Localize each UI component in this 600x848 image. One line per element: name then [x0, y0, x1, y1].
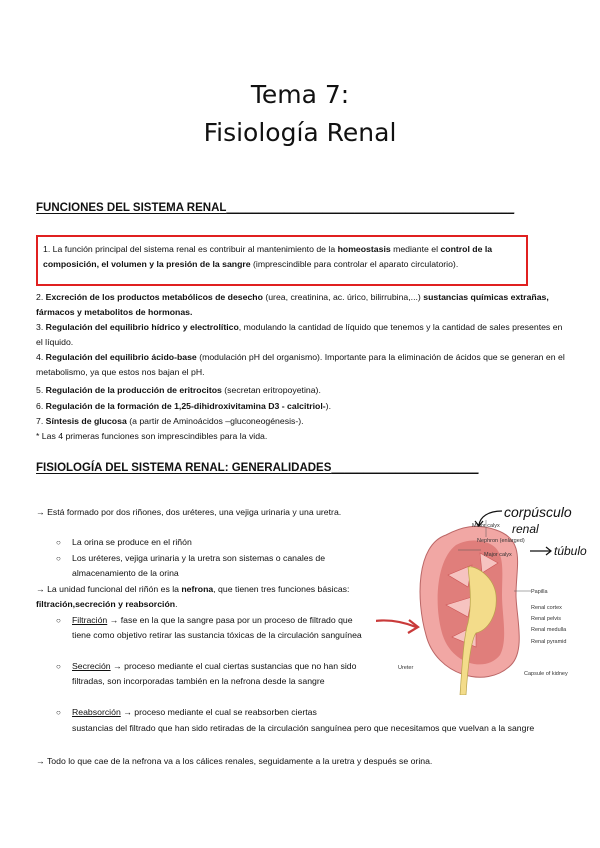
item5-text: (secretan eritropoyetina). [221, 385, 321, 395]
bullet-filtracion [72, 613, 372, 643]
item1-bold-control: control de la composición, el volumen y la presión de la sangre [43, 244, 493, 269]
paragraph-calices: → Todo lo que cae de la nefrona va a los cálices renales, seguidamente a la uretra y después se orina. [36, 756, 433, 766]
functions-bold: filtración,secreción y reabsorción [36, 599, 176, 609]
page-title-line-1: Tema 7: [250, 80, 350, 109]
item6-bold: Regulación de la formación de 1,25-dihidroxivitamina D3 - calcitriol- [45, 401, 326, 411]
filtracion-text: → fase en la que la sangre pasa por un proceso de filtrado que tiene como objetivo retirar las sustancia tóxicas de la circulación sanguínea [72, 615, 362, 640]
nefrona-text-2: , que tienen tres funciones básicas: [213, 584, 350, 594]
item6-text: ). [325, 401, 331, 411]
label-renal-cortex: Renal cortex [531, 605, 562, 611]
nefrona-bold: nefrona [181, 584, 214, 594]
function-item-7 [36, 414, 566, 429]
section-heading-text: FISIOLOGÍA DEL SISTEMA RENAL: GENERALIDADES [36, 462, 332, 474]
paragraph-nefrona [36, 582, 376, 612]
section-heading-rule: _______________________ [331, 462, 479, 474]
item3-bold: Regulación del equilibrio hídrico y electrolítico [45, 322, 239, 332]
label-renal-pyramid: Renal pyramid [531, 639, 567, 645]
bullet-reabsorcion [72, 705, 372, 720]
red-pointer-arrow-icon [376, 620, 418, 633]
item1-text: 1. La función principal del sistema renal es contribuir al mantenimiento de la [43, 244, 338, 254]
function-item-6 [36, 399, 566, 414]
bullet-circle-icon: ○ [56, 538, 61, 547]
item1-text-2: mediante el [390, 244, 441, 254]
label-papilla: Papilla [531, 589, 548, 595]
nefrona-text-3: . [175, 599, 178, 609]
section-heading-funciones [36, 202, 514, 214]
item4-number: 4. [36, 352, 46, 362]
item1-bold-homeostasis: homeostasis [337, 244, 391, 254]
handwritten-renal: renal [512, 522, 539, 536]
function-item-4 [36, 350, 566, 380]
functions-note: * Las 4 primeras funciones son imprescindibles para la vida. [36, 431, 268, 441]
label-capsule: Capsule of kidney [524, 671, 568, 677]
handwritten-arrow-icon [530, 547, 551, 555]
section-heading-generalidades [36, 462, 479, 474]
label-minor-calyx: Minor calyx [472, 523, 500, 529]
secrecion-term: Secreción [72, 661, 111, 671]
item3-number: 3. [36, 322, 46, 332]
label-renal-medulla: Renal medulla [531, 627, 567, 633]
item5-number: 5. [36, 385, 46, 395]
item7-text: (a partir de Aminoácidos –gluconeogénesis-). [126, 416, 304, 426]
item6-number: 6. [36, 401, 46, 411]
filtracion-term: Filtración [72, 615, 108, 625]
label-renal-pelvis: Renal pelvis [531, 616, 561, 622]
function-item-5 [36, 383, 566, 398]
bullet-secrecion [72, 659, 372, 689]
item4-text: (modulación pH del organismo). Importante para la eliminación de ácidos que se generan en el metabolismo, ya que estos nos bajan el pH. [36, 352, 565, 377]
item2-bold-1: Excreción de los productos metabólicos de desecho [45, 292, 263, 302]
function-item-3 [36, 320, 566, 350]
paragraph-formation: → Está formado por dos riñones, dos uréteres, una vejiga urinaria y una uretra. [36, 507, 342, 517]
page-title-line-2: Fisiología Renal [203, 118, 397, 147]
reabsorcion-continuation: sustancias del filtrado que han sido retiradas de la circulación sanguínea pero que necesitamos que vuelvan a la sangre [72, 723, 535, 733]
handwritten-corpusculo: corpúsculo [504, 505, 572, 520]
bullet-ureteres: Los uréteres, vejiga urinaria y la uretra son sistemas o canales de almacenamiento de la orina [72, 553, 326, 578]
bullet-circle-icon: ○ [56, 662, 61, 671]
handwritten-tubulo: túbulo [554, 544, 587, 558]
bullet-circle-icon: ○ [56, 554, 61, 563]
item7-number: 7. [36, 416, 46, 426]
function-item-2 [36, 290, 566, 320]
nefrona-text-1: → La unidad funcional del riñón es la [36, 584, 182, 594]
bullet-orina: La orina se produce en el riñón [72, 537, 192, 547]
section-heading-text: FUNCIONES DEL SISTEMA RENAL [36, 202, 227, 214]
kidney-figure [376, 505, 596, 695]
label-major-calyx: Major calyx [484, 552, 512, 558]
reabsorcion-term: Reabsorción [72, 707, 121, 717]
section-heading-rule: _____________________________________________ [226, 202, 515, 214]
item5-bold: Regulación de la producción de eritrocitos [45, 385, 222, 395]
secrecion-text: → proceso mediante el cual ciertas sustancias que no han sido filtradas, son incorporadas también en la nefrona desde la sangre [72, 661, 357, 686]
item2-number: 2. [36, 292, 46, 302]
item2-text: (urea, creatinina, ac. úrico, bilirrubina,...) [262, 292, 424, 302]
item4-bold: Regulación del equilibrio ácido-base [45, 352, 197, 362]
item1-text-3: (imprescindible para controlar el aparato circulatorio). [250, 258, 459, 269]
label-ureter: Ureter [398, 665, 414, 671]
label-nephron: Nephron (enlarged) [477, 538, 525, 544]
highlight-box-main-function [36, 235, 528, 286]
reabsorcion-text: → proceso mediante el cual se reabsorben ciertas [120, 707, 317, 717]
bullet-circle-icon: ○ [56, 708, 61, 717]
item3-text: , modulando la cantidad de líquido que tenemos y la cantidad de sales presentes en el líquido. [36, 322, 563, 347]
bullet-circle-icon: ○ [56, 616, 61, 625]
item2-bold-2: sustancias químicas extrañas, fármacos y metabolitos de hormonas. [36, 292, 549, 317]
item7-bold: Síntesis de glucosa [45, 416, 127, 426]
